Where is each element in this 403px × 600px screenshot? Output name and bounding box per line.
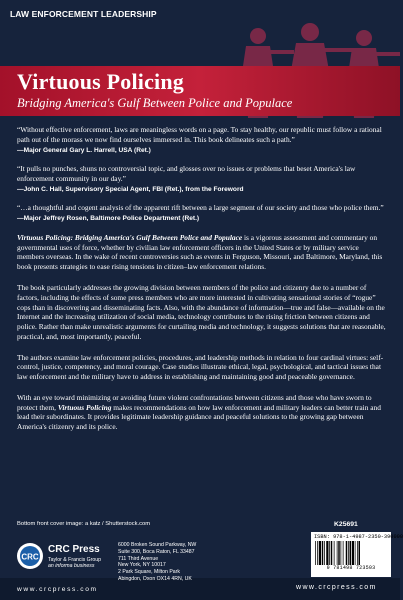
quote-attribution: —John C. Hall, Supervisory Special Agent, FBI (Ret.), from the Foreword xyxy=(17,185,244,193)
description-paragraph: The authors examine law enforcement policies, procedures, and leadership methods in relation to four cardinal virtues: self-control, justice, competency, and moral courage. Case studies illustrate ethical, legal, psychological, and tactical issues that law enforcement and the military have to address in establishing and maintaining good and peaceable governance. xyxy=(17,352,384,382)
barcode-bar xyxy=(324,541,325,565)
address-line: Suite 300, Boca Raton, FL 33487 xyxy=(118,548,195,555)
barcode-bar xyxy=(355,541,356,565)
barcode-bar xyxy=(337,541,338,565)
series-name: LAW ENFORCEMENT LEADERSHIP xyxy=(10,9,157,19)
description-paragraph xyxy=(17,393,387,432)
publisher-address xyxy=(118,542,228,583)
barcode-bar xyxy=(350,541,352,565)
address-line: Abingdon, Oxon OX14 4RN, UK xyxy=(118,575,192,582)
title-emphasis: Virtuous Policing: Bridging America's Gulf Between Police and Populace xyxy=(17,232,243,242)
quote-attribution: —Major Jeffrey Rosen, Baltimore Police Department (Ret.) xyxy=(17,215,200,223)
barcode-bar xyxy=(346,541,348,565)
book-subtitle: Bridging America's Gulf Between Police and Populace xyxy=(17,96,293,110)
barcode-bar xyxy=(322,541,324,565)
quote-text: “It pulls no punches, shuns no controversial topic, and glosses over no issues or problems that beset America's law enforcement community in our day.” xyxy=(17,164,356,183)
quote-text: “…a thoughtful and cogent analysis of the apparent rift between a large segment of our society and those who police them.” xyxy=(17,203,384,213)
back-cover-text xyxy=(17,125,387,432)
paragraph-text: makes recommendations on how law enforcement and military leaders can better train and lead their subordinates. It provides legitimate leadership guidance and peaceful solutions to the growing gap between America's citizenry and its police. xyxy=(17,402,381,432)
barcode-bar xyxy=(343,541,344,565)
publisher-url-footer: www.crcpress.com xyxy=(296,584,377,591)
barcode-bar xyxy=(352,541,354,565)
barcode-digits: 9 781498 723503 xyxy=(326,565,376,571)
book-title: Virtuous Policing xyxy=(17,69,184,94)
address-line: 711 Third Avenue xyxy=(118,555,159,562)
barcode-bar xyxy=(329,541,330,565)
endorsement-quote xyxy=(17,125,387,155)
barcode-bar xyxy=(326,541,328,565)
isbn-line xyxy=(314,534,403,540)
address-line: 6000 Broken Sound Parkway, NW xyxy=(118,542,197,548)
publisher-name: CRC Press xyxy=(48,544,100,555)
publisher-group: Taylor & Francis Group xyxy=(48,557,102,563)
paragraph-text: is a vigorous assessment and commentary on governmental uses of force, whether by civilian law enforcement officers in the United States or by military service members overseas. In the wake of recent controversies such as events in Ferguson, Missouri, and Baltimore, Maryland, this book presents strategies to ease rising tensions in citizen–law enforcement relations. xyxy=(17,232,383,272)
description-paragraph xyxy=(17,233,387,272)
title-emphasis: Virtuous Policing xyxy=(57,402,112,412)
barcode-bar xyxy=(334,541,335,565)
title-banner xyxy=(0,66,400,116)
crc-logo-icon xyxy=(16,542,44,570)
publisher-informa: an informa business xyxy=(48,563,95,569)
barcode-bar xyxy=(331,541,333,565)
endorsement-quote xyxy=(17,203,387,223)
barcode-bars xyxy=(314,541,388,565)
barcode-bar xyxy=(341,541,342,565)
address-line: 2 Park Square, Milton Park xyxy=(118,569,180,575)
price-code: 90000 xyxy=(387,534,403,540)
barcode-bar xyxy=(359,541,361,565)
isbn-barcode xyxy=(311,532,403,577)
isbn-number: ISBN: 978-1-4987-2350-3 xyxy=(314,534,388,540)
barcode-bar xyxy=(319,541,321,565)
barcode-bar xyxy=(348,541,349,565)
quote-text: “Without effective enforcement, laws are meaningless words on a page. To stay healthy, our republic must follow a rational path out of the morass we now find ourselves immersed in. This book delineates such a path.” xyxy=(17,125,382,144)
publisher-url: www.crcpress.com xyxy=(17,586,98,593)
svg-text:CRC: CRC xyxy=(21,552,39,562)
barcode-bar xyxy=(357,541,358,565)
endorsement-quote xyxy=(17,164,387,194)
quote-attribution: —Major General Gary L. Harrell, USA (Ret.) xyxy=(17,146,151,154)
barcode-bar xyxy=(317,541,318,565)
paragraph-text: With an eye toward minimizing or avoiding future violent confrontations between citizens and those who have sworn to protect them, xyxy=(17,392,372,412)
barcode-bar xyxy=(338,541,340,565)
product-code: K25691 xyxy=(334,521,358,528)
address-line: New York, NY 10017 xyxy=(118,562,166,569)
barcode-bar xyxy=(315,541,316,565)
description-paragraph: The book particularly addresses the growing division between members of the police and citizenry due to a number of factors, including the effects of some press members who are more interested in cultivating sensational stories of “rogue” cops than in discovering and disseminating facts. Also, with the abundance of information—true and false—available on the Internet and the increasing utilization of social media, technology contributes to the rising friction between citizens and police. Rather than make unrealistic arguments for curtailing media and technology, it suggests solutions that are reasonable, practical, and, most importantly, peaceful. xyxy=(17,283,386,341)
image-credit: Bottom front cover image: a katz / Shutterstock.com xyxy=(17,521,151,527)
